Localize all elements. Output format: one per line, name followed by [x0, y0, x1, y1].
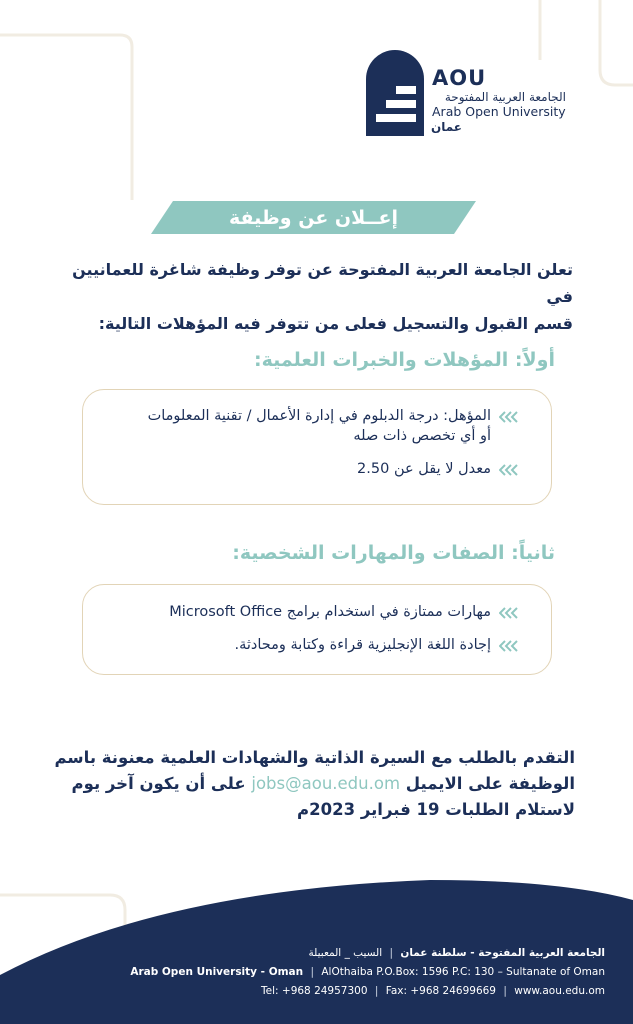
- footer-contact: Tel: +968 24957300 | Fax: +968 24699669 | www.aou.edu.om: [261, 985, 605, 997]
- job-announcement-banner: [151, 201, 476, 234]
- list-item: [113, 635, 523, 655]
- apply-line-1: التقدم بالطلب مع السيرة الذاتية والشهادات العلمية معنونة باسم: [54, 748, 575, 767]
- footer-arabic-name: الجامعة العربية المفتوحة - سلطنة عمان: [400, 947, 605, 959]
- footer-fax: Fax: +968 24699669: [385, 985, 496, 997]
- apply-line-2-end: على أن يكون آخر يوم: [71, 774, 246, 793]
- chevrons-icon: [499, 411, 523, 423]
- aou-arch-icon: [366, 50, 424, 136]
- list-item: [113, 602, 523, 622]
- section-qualifications-title: أولاً: المؤهلات والخبرات العلمية:: [254, 349, 555, 371]
- footer-tel: Tel: +968 24957300: [261, 985, 368, 997]
- footer: [0, 940, 633, 1010]
- chevrons-icon: [499, 607, 523, 619]
- logo-name-english: Arab Open University: [432, 104, 566, 119]
- aou-logo: [366, 50, 586, 145]
- application-instructions: [55, 745, 575, 823]
- list-item: [113, 406, 523, 446]
- footer-english-address: Arab Open University - Oman | AlOthaiba P.O.Box: 1596 P.C: 130 – Sultanate of Oman: [130, 966, 605, 978]
- intro-paragraph: [53, 256, 573, 337]
- email-link[interactable]: jobs@aou.edu.om: [251, 774, 401, 793]
- logo-abbreviation: AOU: [432, 66, 487, 90]
- footer-arabic-address: الجامعة العربية المفتوحة - سلطنة عمان | السيب _ المعبيلة: [308, 947, 605, 959]
- item-text: مهارات ممتازة في استخدام برامج Microsoft Office: [169, 604, 491, 620]
- intro-line-1: تعلن الجامعة العربية المفتوحة عن توفر وظيفة شاغرة للعمانيين في: [72, 260, 573, 306]
- intro-line-2: قسم القبول والتسجيل فعلى من تتوفر فيه المؤهلات التالية:: [98, 314, 573, 333]
- footer-arabic-place: السيب _ المعبيلة: [308, 947, 383, 959]
- item-text-line-1: المؤهل: درجة الدبلوم في إدارة الأعمال / تقنية المعلومات: [147, 408, 491, 424]
- apply-line-2: [55, 771, 575, 797]
- item-text-line-2: أو أي تخصص ذات صله: [353, 428, 491, 444]
- chevrons-icon: [499, 464, 523, 476]
- banner-title: إعــلان عن وظيفة: [228, 206, 399, 229]
- list-item: [113, 459, 523, 479]
- logo-country: عمان: [431, 120, 462, 134]
- footer-english-name: Arab Open University - Oman: [130, 966, 304, 978]
- item-text: إجادة اللغة الإنجليزية قراءة وكتابة ومحادثة.: [234, 637, 491, 653]
- footer-postal-address: AlOthaiba P.O.Box: 1596 P.C: 130 – Sultanate of Oman: [321, 966, 605, 978]
- apply-line-2-start: الوظيفة على الايميل: [405, 774, 575, 793]
- footer-website-link[interactable]: www.aou.edu.om: [514, 985, 605, 997]
- logo-name-arabic: الجامعة العربية المفتوحة: [444, 90, 566, 104]
- skills-box: [82, 584, 552, 675]
- chevrons-icon: [499, 640, 523, 652]
- qualifications-box: [82, 389, 552, 505]
- section-skills-title: ثانياً: الصفات والمهارات الشخصية:: [232, 542, 555, 564]
- item-text: معدل لا يقل عن 2.50: [357, 461, 491, 477]
- apply-line-3: لاستلام الطلبات 19 فبراير 2023م: [297, 800, 575, 819]
